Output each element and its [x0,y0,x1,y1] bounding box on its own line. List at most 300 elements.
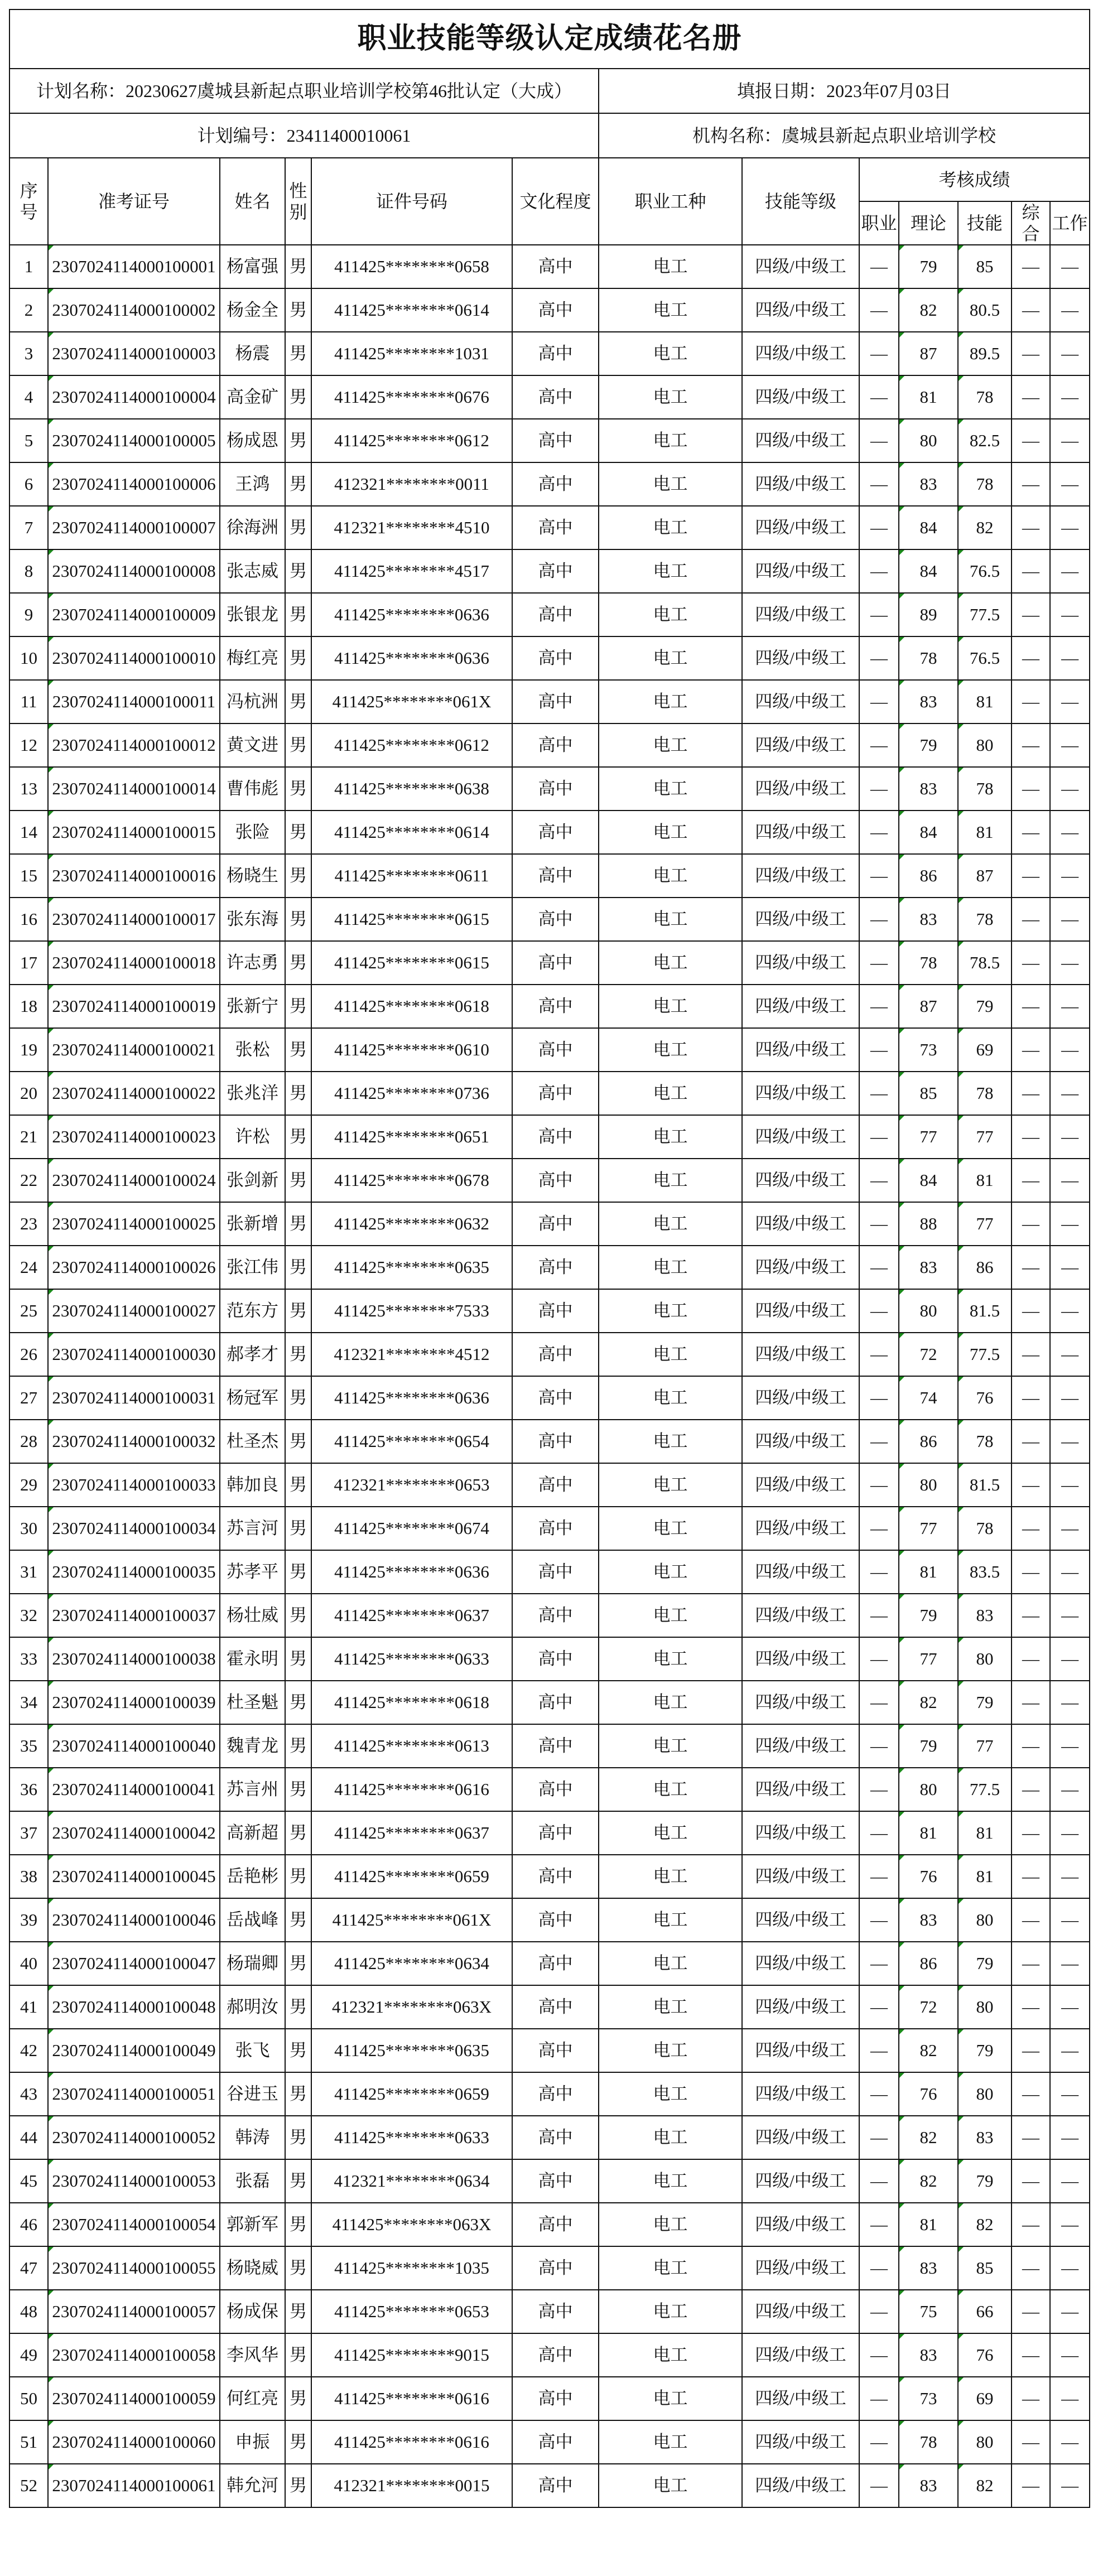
candidate-sex: 男 [285,898,311,941]
score-skill: 77 [958,1202,1012,1246]
table-row [9,1376,1090,1420]
score-occupation: — [859,1637,899,1681]
ticket-number: 2307024114000100041 [48,1768,220,1811]
score-skill: 86 [958,1246,1012,1289]
score-work: — [1050,419,1090,462]
score-skill: 77 [958,1724,1012,1768]
score-occupation: — [859,2377,899,2420]
score-comprehensive: — [1012,1681,1050,1724]
score-occupation: — [859,1246,899,1289]
id-number: 411425********0636 [311,1376,512,1420]
candidate-name: 黄文进 [220,723,285,767]
score-skill: 81 [958,1159,1012,1202]
job-type: 电工 [599,2464,742,2507]
score-occupation: — [859,2203,899,2246]
skill-level: 四级/中级工 [742,1289,859,1333]
candidate-name: 张磊 [220,2159,285,2203]
score-skill: 79 [958,985,1012,1028]
candidate-sex: 男 [285,2029,311,2072]
header-work: 工作 [1050,201,1090,245]
skill-level: 四级/中级工 [742,1724,859,1768]
table-row [9,1594,1090,1637]
score-comprehensive: — [1012,2203,1050,2246]
candidate-name: 谷进玉 [220,2072,285,2116]
candidate-sex: 男 [285,1072,311,1115]
score-occupation: — [859,462,899,506]
score-skill: 83.5 [958,1550,1012,1594]
row-seq: 40 [9,1942,48,1985]
score-skill: 81.5 [958,1289,1012,1333]
skill-level: 四级/中级工 [742,288,859,332]
ticket-number: 2307024114000100024 [48,1159,220,1202]
id-number: 411425********061X [311,680,512,723]
job-type: 电工 [599,245,742,288]
score-work: — [1050,1724,1090,1768]
candidate-name: 杨瑞卿 [220,1942,285,1985]
table-row [9,1463,1090,1507]
score-theory: 79 [899,1594,958,1637]
row-seq: 18 [9,985,48,1028]
score-comprehensive: — [1012,1159,1050,1202]
education: 高中 [512,1072,599,1115]
score-work: — [1050,375,1090,419]
education: 高中 [512,767,599,811]
skill-level: 四级/中级工 [742,2420,859,2464]
score-comprehensive: — [1012,1376,1050,1420]
education: 高中 [512,1246,599,1289]
score-occupation: — [859,1768,899,1811]
header-theory: 理论 [899,201,958,245]
score-work: — [1050,1028,1090,1072]
id-number: 411425********0651 [311,1115,512,1159]
skill-level: 四级/中级工 [742,332,859,375]
skill-level: 四级/中级工 [742,1463,859,1507]
score-theory: 77 [899,1507,958,1550]
job-type: 电工 [599,1681,742,1724]
score-skill: 78.5 [958,941,1012,985]
score-work: — [1050,1985,1090,2029]
skill-level: 四级/中级工 [742,2072,859,2116]
job-type: 电工 [599,636,742,680]
ticket-number: 2307024114000100009 [48,593,220,636]
id-number: 411425********0653 [311,2290,512,2333]
table-row [9,985,1090,1028]
job-type: 电工 [599,1463,742,1507]
score-skill: 78 [958,1072,1012,1115]
job-type: 电工 [599,2029,742,2072]
header-sex: 性别 [285,158,311,245]
candidate-sex: 男 [285,1463,311,1507]
job-type: 电工 [599,549,742,593]
header-skill: 技能 [958,201,1012,245]
job-type: 电工 [599,419,742,462]
table-row [9,2159,1090,2203]
skill-level: 四级/中级工 [742,1202,859,1246]
education: 高中 [512,2377,599,2420]
candidate-sex: 男 [285,1942,311,1985]
score-skill: 78 [958,375,1012,419]
row-seq: 45 [9,2159,48,2203]
job-type: 电工 [599,1985,742,2029]
education: 高中 [512,2290,599,2333]
candidate-sex: 男 [285,1115,311,1159]
table-row [9,1420,1090,1463]
skill-level: 四级/中级工 [742,506,859,549]
candidate-sex: 男 [285,1898,311,1942]
header-comprehensive: 综合 [1012,201,1050,245]
skill-level: 四级/中级工 [742,723,859,767]
score-comprehensive: — [1012,1637,1050,1681]
score-skill: 76 [958,1376,1012,1420]
job-type: 电工 [599,767,742,811]
row-seq: 8 [9,549,48,593]
skill-level: 四级/中级工 [742,549,859,593]
table-row [9,1507,1090,1550]
table-row [9,898,1090,941]
score-work: — [1050,1159,1090,1202]
score-skill: 79 [958,1681,1012,1724]
table-row [9,593,1090,636]
ticket-number: 2307024114000100015 [48,811,220,854]
score-occupation: — [859,1202,899,1246]
score-occupation: — [859,1550,899,1594]
row-seq: 34 [9,1681,48,1724]
id-number: 411425********1035 [311,2246,512,2290]
row-seq: 48 [9,2290,48,2333]
skill-level: 四级/中级工 [742,419,859,462]
education: 高中 [512,2072,599,2116]
id-number: 411425********0636 [311,593,512,636]
candidate-name: 许松 [220,1115,285,1159]
job-type: 电工 [599,2159,742,2203]
candidate-name: 张银龙 [220,593,285,636]
candidate-name: 杜圣魁 [220,1681,285,1724]
score-comprehensive: — [1012,549,1050,593]
job-type: 电工 [599,2116,742,2159]
education: 高中 [512,1855,599,1898]
skill-level: 四级/中级工 [742,985,859,1028]
score-theory: 83 [899,462,958,506]
ticket-number: 2307024114000100018 [48,941,220,985]
id-number: 412321********0015 [311,2464,512,2507]
score-occupation: — [859,1115,899,1159]
id-number: 411425********1031 [311,332,512,375]
skill-level: 四级/中级工 [742,2290,859,2333]
job-type: 电工 [599,1028,742,1072]
table-row [9,1637,1090,1681]
education: 高中 [512,245,599,288]
table-row [9,375,1090,419]
score-comprehensive: — [1012,680,1050,723]
score-comprehensive: — [1012,1028,1050,1072]
table-row [9,723,1090,767]
id-number: 411425********0612 [311,723,512,767]
score-work: — [1050,245,1090,288]
skill-level: 四级/中级工 [742,2203,859,2246]
score-theory: 82 [899,2029,958,2072]
score-occupation: — [859,2116,899,2159]
job-type: 电工 [599,2203,742,2246]
row-seq: 7 [9,506,48,549]
candidate-name: 杨富强 [220,245,285,288]
job-type: 电工 [599,1898,742,1942]
score-comprehensive: — [1012,2159,1050,2203]
candidate-sex: 男 [285,854,311,898]
ticket-number: 2307024114000100031 [48,1376,220,1420]
candidate-name: 何红亮 [220,2377,285,2420]
candidate-sex: 男 [285,288,311,332]
score-occupation: — [859,767,899,811]
score-skill: 87 [958,854,1012,898]
row-seq: 10 [9,636,48,680]
row-seq: 41 [9,1985,48,2029]
score-comprehensive: — [1012,2333,1050,2377]
job-type: 电工 [599,1202,742,1246]
row-seq: 17 [9,941,48,985]
score-work: — [1050,1898,1090,1942]
education: 高中 [512,1115,599,1159]
score-theory: 80 [899,1463,958,1507]
table-row [9,2116,1090,2159]
score-occupation: — [859,375,899,419]
score-comprehensive: — [1012,419,1050,462]
score-skill: 76.5 [958,549,1012,593]
id-number: 411425********0635 [311,2029,512,2072]
row-seq: 49 [9,2333,48,2377]
score-work: — [1050,854,1090,898]
candidate-name: 张江伟 [220,1246,285,1289]
education: 高中 [512,941,599,985]
score-comprehensive: — [1012,375,1050,419]
row-seq: 14 [9,811,48,854]
score-comprehensive: — [1012,1289,1050,1333]
skill-level: 四级/中级工 [742,1594,859,1637]
candidate-sex: 男 [285,1594,311,1637]
job-type: 电工 [599,1115,742,1159]
plan-name: 计划名称：20230627虞城县新起点职业培训学校第46批认定（大成） [9,69,599,113]
id-number: 411425********0658 [311,245,512,288]
score-occupation: — [859,1289,899,1333]
skill-level: 四级/中级工 [742,854,859,898]
score-occupation: — [859,2159,899,2203]
row-seq: 2 [9,288,48,332]
candidate-name: 高新超 [220,1811,285,1855]
row-seq: 33 [9,1637,48,1681]
score-comprehensive: — [1012,2246,1050,2290]
skill-level: 四级/中级工 [742,375,859,419]
education: 高中 [512,1463,599,1507]
job-type: 电工 [599,680,742,723]
candidate-name: 张剑新 [220,1159,285,1202]
ticket-number: 2307024114000100061 [48,2464,220,2507]
candidate-name: 杨冠军 [220,1376,285,1420]
ticket-number: 2307024114000100033 [48,1463,220,1507]
skill-level: 四级/中级工 [742,245,859,288]
table-row [9,1072,1090,1115]
score-work: — [1050,1115,1090,1159]
row-seq: 28 [9,1420,48,1463]
score-occupation: — [859,898,899,941]
table-row [9,1985,1090,2029]
candidate-name: 杨晓生 [220,854,285,898]
skill-level: 四级/中级工 [742,2116,859,2159]
education: 高中 [512,1898,599,1942]
score-theory: 80 [899,419,958,462]
score-work: — [1050,1681,1090,1724]
score-comprehensive: — [1012,1202,1050,1246]
score-work: — [1050,941,1090,985]
score-comprehensive: — [1012,2377,1050,2420]
candidate-name: 张险 [220,811,285,854]
candidate-sex: 男 [285,2377,311,2420]
education: 高中 [512,1289,599,1333]
id-number: 411425********0634 [311,1942,512,1985]
row-seq: 4 [9,375,48,419]
job-type: 电工 [599,985,742,1028]
row-seq: 35 [9,1724,48,1768]
score-skill: 80 [958,2072,1012,2116]
table-row [9,2072,1090,2116]
candidate-sex: 男 [285,1724,311,1768]
skill-level: 四级/中级工 [742,941,859,985]
score-theory: 73 [899,2377,958,2420]
candidate-sex: 男 [285,1246,311,1289]
score-theory: 86 [899,1942,958,1985]
score-occupation: — [859,1942,899,1985]
candidate-sex: 男 [285,1811,311,1855]
table-row [9,941,1090,985]
score-occupation: — [859,2464,899,2507]
score-work: — [1050,2290,1090,2333]
row-seq: 19 [9,1028,48,1072]
score-work: — [1050,1202,1090,1246]
skill-level: 四级/中级工 [742,636,859,680]
education: 高中 [512,680,599,723]
job-type: 电工 [599,332,742,375]
score-theory: 80 [899,1768,958,1811]
score-work: — [1050,1289,1090,1333]
table-row [9,2377,1090,2420]
skill-level: 四级/中级工 [742,1855,859,1898]
ticket-number: 2307024114000100046 [48,1898,220,1942]
score-theory: 83 [899,898,958,941]
candidate-sex: 男 [285,2072,311,2116]
score-comprehensive: — [1012,245,1050,288]
score-comprehensive: — [1012,1463,1050,1507]
ticket-number: 2307024114000100054 [48,2203,220,2246]
table-row [9,245,1090,288]
id-number: 411425********0610 [311,1028,512,1072]
job-type: 电工 [599,1594,742,1637]
id-number: 411425********0674 [311,1507,512,1550]
ticket-number: 2307024114000100006 [48,462,220,506]
candidate-sex: 男 [285,1420,311,1463]
ticket-number: 2307024114000100052 [48,2116,220,2159]
education: 高中 [512,1681,599,1724]
table-row [9,1159,1090,1202]
id-number: 411425********9015 [311,2333,512,2377]
header-seq: 序号 [9,158,48,245]
score-comprehensive: — [1012,1333,1050,1376]
score-occupation: — [859,1463,899,1507]
score-skill: 77.5 [958,1333,1012,1376]
id-number: 411425********0636 [311,636,512,680]
id-number: 411425********0614 [311,811,512,854]
score-occupation: — [859,811,899,854]
score-comprehensive: — [1012,332,1050,375]
candidate-sex: 男 [285,1333,311,1376]
candidate-sex: 男 [285,593,311,636]
job-type: 电工 [599,1637,742,1681]
job-type: 电工 [599,1507,742,1550]
score-theory: 79 [899,723,958,767]
id-number: 411425********0659 [311,2072,512,2116]
score-theory: 77 [899,1637,958,1681]
row-seq: 39 [9,1898,48,1942]
candidate-name: 岳战峰 [220,1898,285,1942]
skill-level: 四级/中级工 [742,2029,859,2072]
score-theory: 79 [899,1724,958,1768]
education: 高中 [512,1028,599,1072]
candidate-sex: 男 [285,549,311,593]
score-occupation: — [859,2420,899,2464]
ticket-number: 2307024114000100010 [48,636,220,680]
job-type: 电工 [599,1768,742,1811]
ticket-number: 2307024114000100008 [48,549,220,593]
candidate-sex: 男 [285,1289,311,1333]
ticket-number: 2307024114000100026 [48,1246,220,1289]
education: 高中 [512,462,599,506]
job-type: 电工 [599,1072,742,1115]
score-comprehensive: — [1012,985,1050,1028]
score-occupation: — [859,1507,899,1550]
table-row [9,332,1090,375]
ticket-number: 2307024114000100053 [48,2159,220,2203]
education: 高中 [512,2420,599,2464]
page-title: 职业技能等级认定成绩花名册 [9,9,1090,69]
score-theory: 73 [899,1028,958,1072]
score-comprehensive: — [1012,1115,1050,1159]
score-occupation: — [859,2072,899,2116]
table-row [9,1550,1090,1594]
row-seq: 38 [9,1855,48,1898]
job-type: 电工 [599,811,742,854]
score-comprehensive: — [1012,2290,1050,2333]
row-seq: 27 [9,1376,48,1420]
candidate-name: 杨震 [220,332,285,375]
score-work: — [1050,1507,1090,1550]
education: 高中 [512,985,599,1028]
score-comprehensive: — [1012,1420,1050,1463]
candidate-sex: 男 [285,245,311,288]
ticket-number: 2307024114000100019 [48,985,220,1028]
score-comprehensive: — [1012,1072,1050,1115]
header-id: 证件号码 [311,158,512,245]
score-comprehensive: — [1012,1768,1050,1811]
candidate-name: 郝明汝 [220,1985,285,2029]
id-number: 411425********0736 [311,1072,512,1115]
id-number: 411425********0678 [311,1159,512,1202]
table-row [9,767,1090,811]
score-work: — [1050,636,1090,680]
score-work: — [1050,2420,1090,2464]
table-row [9,419,1090,462]
score-theory: 75 [899,2290,958,2333]
skill-level: 四级/中级工 [742,680,859,723]
score-skill: 80 [958,1637,1012,1681]
score-work: — [1050,898,1090,941]
score-occupation: — [859,332,899,375]
